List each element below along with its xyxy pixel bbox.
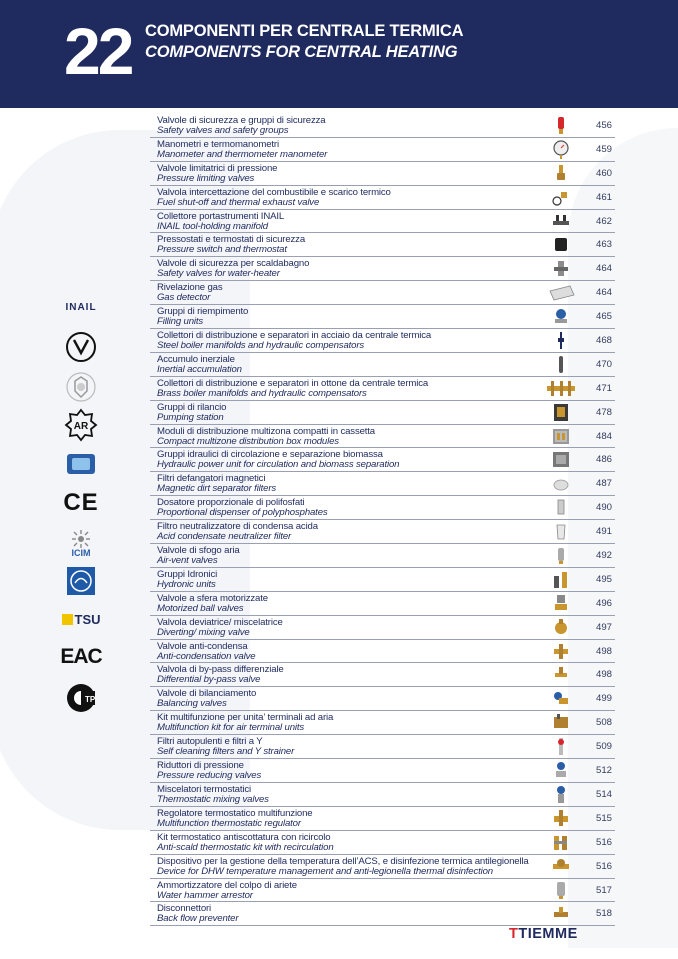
list-item[interactable] (150, 329, 615, 353)
item-title-english: Pumping station (157, 411, 224, 423)
item-title-english: Pressure reducing valves (157, 770, 262, 782)
page-number: 471 (596, 382, 613, 394)
water-heater-valve-icon (552, 259, 570, 278)
safety-valve-icon (552, 116, 570, 135)
list-item[interactable] (150, 592, 615, 616)
page-number: 514 (596, 788, 613, 800)
item-title-italian: Rivelazione gas (157, 282, 223, 294)
item-title-italian: Filtri autopulenti e filtri a Y (157, 736, 263, 748)
page-number: 462 (596, 215, 613, 227)
page-number: 463 (596, 239, 613, 251)
air-vent-icon (552, 546, 570, 565)
water-hammer-icon (552, 881, 570, 900)
svg-text:TP: TP (85, 695, 96, 704)
gas-detector-icon (548, 283, 576, 302)
item-title-english: Pressure switch and thermostat (157, 244, 287, 256)
page-number: 486 (596, 454, 613, 466)
brass-manifold-icon (546, 379, 576, 398)
item-title-italian: Ammortizzatore del colpo di ariete (157, 879, 297, 891)
item-title-english: Motorized ball valves (157, 602, 244, 614)
item-title-italian: Gruppi idraulici di circolazione e separazione biomassa (157, 449, 383, 461)
pressure-switch-icon (552, 235, 570, 254)
page-number: 478 (596, 406, 613, 418)
page-number: 459 (596, 143, 613, 155)
page-number: 460 (596, 167, 613, 179)
item-title-italian: Valvole a sfera motorizzate (157, 592, 268, 604)
item-title-italian: Moduli di distribuzione multizona compatti in cassetta (157, 425, 375, 437)
page-number: 484 (596, 430, 613, 442)
page-number: 470 (596, 358, 613, 370)
page-number: 517 (596, 884, 613, 896)
item-title-italian: Valvole di sfogo aria (157, 545, 240, 557)
item-title-english: Fuel shut-off and thermal exhaust valve (157, 196, 320, 208)
list-item[interactable] (150, 807, 615, 831)
page-number: 490 (596, 502, 613, 514)
item-title-italian: Disconnettori (157, 903, 212, 915)
acs-logo (58, 564, 104, 598)
condensate-filter-icon (552, 522, 570, 541)
item-title-english: Safety valves for water-heater (157, 268, 280, 280)
mixing-valve-icon (552, 618, 570, 637)
item-title-italian: Regolatore termostatico multifunzione (157, 807, 313, 819)
chapter-title-italian: COMPONENTI PER CENTRALE TERMICA (145, 22, 464, 40)
item-title-italian: Kit termostatico antiscottatura con ricircolo (157, 831, 331, 843)
item-title-italian: Valvola di by-pass differenziale (157, 664, 284, 676)
russia-emblem-logo (58, 370, 104, 404)
item-title-english: Gas detector (157, 292, 211, 304)
item-title-english: Differential by-pass valve (157, 674, 261, 686)
item-title-italian: Filtro neutralizzatore di condensa acida (157, 521, 318, 533)
anti-condensation-icon (552, 642, 570, 661)
page-number: 496 (596, 597, 613, 609)
item-title-english: Self cleaning filters and Y strainer (157, 746, 295, 758)
page-number: 492 (596, 550, 613, 562)
list-item[interactable] (150, 210, 615, 234)
item-title-italian: Manometri e termomanometri (157, 138, 279, 150)
list-item[interactable] (150, 496, 615, 520)
brand-mark: T (509, 926, 519, 942)
balancing-valve-icon (552, 689, 570, 708)
list-item[interactable] (150, 663, 615, 687)
page-number: 465 (596, 311, 613, 323)
list-item[interactable] (150, 879, 615, 903)
list-item[interactable] (150, 448, 615, 472)
item-title-english: Balancing valves (157, 698, 227, 710)
list-item[interactable] (150, 640, 615, 664)
list-item[interactable] (150, 616, 615, 640)
thermostatic-mixer-icon (552, 785, 570, 804)
list-item[interactable] (150, 783, 615, 807)
page-number: 498 (596, 669, 613, 681)
page-number: 461 (596, 191, 613, 203)
item-title-english: Diverting/ mixing valve (157, 626, 250, 638)
item-title-english: Acid condensate neutralizer filter (157, 531, 292, 543)
eac-logo: EAC (60, 645, 102, 668)
item-title-italian: Dosatore proporzionale di polifosfati (157, 497, 305, 509)
svg-text:AR: AR (73, 421, 89, 432)
chapter-number: 22 (64, 14, 132, 88)
multizone-box-icon (552, 427, 570, 446)
list-item[interactable] (150, 138, 615, 162)
list-item[interactable] (150, 687, 615, 711)
list-item[interactable] (150, 568, 615, 592)
ar-logo (58, 407, 104, 443)
item-title-italian: Gruppi di riempimento (157, 306, 249, 318)
inail-logo: INAIL (65, 301, 97, 313)
item-title-english: Brass boiler manifolds and hydraulic compensators (157, 387, 367, 399)
page-number: 516 (596, 836, 613, 848)
item-title-italian: Kit multifunzione per unita’ terminali ad aria (157, 712, 334, 724)
item-title-italian: Valvola intercettazione del combustibile e scarico termico (157, 186, 391, 198)
item-title-italian: Dispositivo per la gestione della temperatura dell’ACS, e disinfezione termica antilegionella (157, 855, 529, 867)
page-number: 464 (596, 287, 613, 299)
list-item[interactable] (150, 186, 615, 210)
manometer-icon (552, 140, 570, 159)
multifunction-kit-icon (552, 713, 570, 732)
dispenser-icon (552, 498, 570, 517)
page-number: 456 (596, 120, 613, 131)
page-number: 508 (596, 717, 613, 729)
list-item[interactable] (150, 855, 615, 879)
list-item[interactable] (150, 401, 615, 425)
item-title-english: Proportional dispenser of polyphosphates (157, 507, 328, 519)
tiemme-logo (509, 926, 578, 942)
page-number: 518 (596, 908, 613, 920)
list-item[interactable] (150, 353, 615, 377)
item-title-english: Magnetic dirt separator filters (157, 483, 277, 495)
item-title-italian: Valvole anti-condensa (157, 640, 248, 652)
inertial-tank-icon (552, 355, 570, 374)
anti-scald-kit-icon (552, 833, 570, 852)
list-item[interactable] (150, 377, 615, 401)
item-title-italian: Collettore portastrumenti INAIL (157, 210, 285, 222)
item-title-english: Hydraulic power unit for circulation and biomass separation (157, 459, 400, 471)
item-title-english: Compact multizone distribution box modules (157, 435, 339, 447)
page-number: 515 (596, 812, 613, 824)
bypass-valve-icon (552, 665, 570, 684)
filling-unit-icon (552, 307, 570, 326)
item-title-english: Filling units (157, 316, 204, 328)
item-title-english: Anti-scald thermostatic kit with recirculation (157, 841, 334, 853)
item-title-english: Manometer and thermometer manometer (157, 148, 328, 160)
item-title-english: Device for DHW temperature management and anti-legionella thermal disinfection (157, 865, 493, 877)
item-title-italian: Collettori di distribuzione e separatori in ottone da centrale termica (157, 377, 429, 389)
motorized-valve-icon (552, 594, 570, 613)
list-item[interactable] (150, 233, 615, 257)
manifold-icon (552, 212, 570, 231)
pumping-station-icon (552, 403, 570, 422)
item-title-english: Hydronic units (157, 578, 216, 590)
list-item[interactable] (150, 425, 615, 449)
y-strainer-icon (552, 737, 570, 756)
gost-logo (58, 682, 104, 714)
page-number: 468 (596, 335, 613, 347)
pressure-valve-icon (552, 164, 570, 183)
item-title-italian: Riduttori di pressione (157, 760, 244, 772)
icim-logo: ICIM (58, 526, 104, 562)
hydraulic-unit-icon (552, 450, 570, 469)
page-number: 512 (596, 765, 613, 777)
page-number: 509 (596, 741, 613, 753)
list-item[interactable] (150, 759, 615, 783)
item-title-english: Steel boiler manifolds and hydraulic compensators (157, 340, 365, 352)
item-title-italian: Valvole limitatrici di pressione (157, 162, 278, 174)
item-title-italian: Accumulo inerziale (157, 353, 235, 365)
item-title-english: Multifunction thermostatic regulator (157, 817, 301, 829)
list-item[interactable] (150, 831, 615, 855)
cert-badge-logo (58, 450, 104, 478)
brand-name: TIEMME (518, 926, 578, 942)
item-title-english: Pressure limiting valves (157, 172, 255, 184)
item-title-italian: Valvola deviatrice/ miscelatrice (157, 616, 283, 628)
item-title-english: Safety valves and safety groups (157, 125, 289, 136)
page-number: 495 (596, 573, 613, 585)
page-number: 516 (596, 860, 613, 872)
list-item[interactable] (150, 281, 615, 305)
contents-table (150, 114, 615, 926)
item-title-italian: Gruppi di rilancio (157, 401, 227, 413)
tsu-logo: TSU (58, 608, 104, 630)
thermostatic-regulator-icon (552, 809, 570, 828)
fuel-valve-icon (552, 188, 570, 207)
list-item[interactable] (150, 162, 615, 186)
steel-manifold-icon (552, 331, 570, 350)
item-title-italian: Valvole di sicurezza per scaldabagno (157, 258, 310, 270)
list-item[interactable] (150, 711, 615, 735)
item-title-english: Water hammer arrestor (157, 889, 253, 901)
list-item[interactable] (150, 735, 615, 759)
item-title-english: Multifunction kit for air terminal units (157, 722, 305, 734)
list-item[interactable] (150, 902, 615, 926)
list-item[interactable] (150, 472, 615, 496)
page-number: 497 (596, 621, 613, 633)
ce-logo: CE (63, 489, 99, 516)
page-number: 487 (596, 478, 613, 490)
item-title-english: Inertial accumulation (157, 363, 242, 375)
chapter-header (0, 0, 678, 108)
pressure-reducer-icon (552, 761, 570, 780)
dirt-filter-icon (552, 474, 570, 493)
page-number: 464 (596, 263, 613, 275)
item-title-english: Back flow preventer (157, 913, 239, 925)
list-item[interactable] (150, 544, 615, 568)
page-number: 498 (596, 645, 613, 657)
item-title-italian: Gruppi Idronici (157, 568, 218, 580)
list-item[interactable] (150, 257, 615, 281)
item-title-english: INAIL tool-holding manifold (157, 220, 268, 232)
page-number: 499 (596, 693, 613, 705)
item-title-italian: Pressostati e termostati di sicurezza (157, 234, 306, 246)
item-title-italian: Filtri defangatori magnetici (157, 473, 266, 485)
item-title-english: Air-vent valves (157, 555, 218, 567)
item-title-italian: Valvole di bilanciamento (157, 688, 257, 700)
item-title-italian: Miscelatori termostatici (157, 783, 251, 795)
page-number: 491 (596, 526, 613, 538)
hydronic-unit-icon (552, 570, 570, 589)
chapter-title-english: COMPONENTS FOR CENTRAL HEATING (145, 43, 458, 61)
backflow-preventer-icon (552, 904, 570, 923)
legionella-device-icon (552, 857, 570, 876)
item-title-italian: Valvole di sicurezza e gruppi di sicurezza (157, 115, 326, 126)
item-title-italian: Collettori di distribuzione e separatori in acciaio da centrale termica (157, 330, 432, 342)
item-title-english: Thermostatic mixing valves (157, 793, 269, 805)
ukrsepro-logo (58, 330, 104, 364)
list-item[interactable] (150, 305, 615, 329)
item-title-english: Anti-condensation valve (157, 650, 256, 662)
list-item[interactable] (150, 114, 615, 138)
list-item[interactable] (150, 520, 615, 544)
